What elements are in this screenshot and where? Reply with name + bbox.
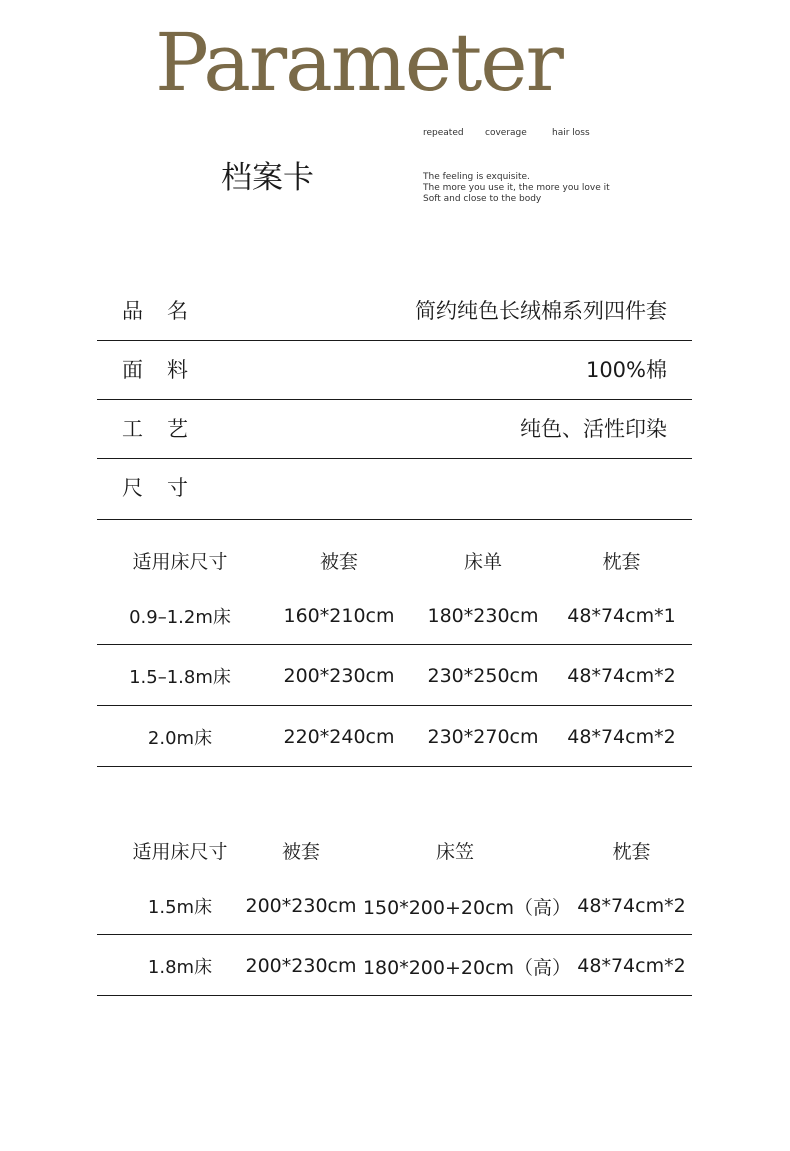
table-row <box>97 645 692 706</box>
table-cell: 1.5m床 <box>147 897 213 918</box>
info-row-name <box>97 282 692 341</box>
table-header-cell: 适用床尺寸 <box>132 550 228 573</box>
table-cell: 48*74cm*2 <box>577 955 686 977</box>
table-cell: 48*74cm*1 <box>567 605 676 627</box>
info-value: 100%棉 <box>585 358 667 382</box>
product-info-list <box>97 282 692 520</box>
table-row <box>97 706 692 767</box>
table-cell: 180*200+20cm（高） <box>362 956 572 979</box>
table-cell: 200*230cm <box>245 955 357 977</box>
info-row-fabric <box>97 341 692 400</box>
info-label: 面料 <box>122 358 212 382</box>
info-row-size <box>97 459 692 520</box>
table-cell: 230*270cm <box>427 726 539 748</box>
info-label: 尺寸 <box>122 476 212 500</box>
table-cell: 160*210cm <box>283 605 395 627</box>
tagline-line: The more you use it, the more you love it <box>423 183 610 193</box>
table-cell: 230*250cm <box>427 665 539 687</box>
table-cell: 220*240cm <box>283 726 395 748</box>
info-value: 纯色、活性印染 <box>520 417 667 441</box>
page-subtitle: 档案卡 <box>221 160 314 196</box>
tagline <box>423 172 610 205</box>
info-row-craft <box>97 400 692 459</box>
table-header-cell: 被套 <box>319 550 358 573</box>
table-header-cell: 枕套 <box>602 550 641 573</box>
tagline-line: The feeling is exquisite. <box>423 172 530 182</box>
info-label: 品名 <box>122 299 212 323</box>
table-cell: 1.5–1.8m床 <box>129 667 231 688</box>
table-cell: 2.0m床 <box>147 728 213 749</box>
table-cell: 200*230cm <box>283 665 395 687</box>
table-cell: 150*200+20cm（高） <box>362 896 572 919</box>
table-header-cell: 被套 <box>281 840 320 863</box>
table-cell: 200*230cm <box>245 895 357 917</box>
info-label: 工艺 <box>122 417 212 441</box>
table-cell: 48*74cm*2 <box>567 665 676 687</box>
info-value: 简约纯色长绒棉系列四件套 <box>415 299 667 323</box>
tagline-line: Soft and close to the body <box>423 194 542 204</box>
size-table-sheet <box>97 530 692 767</box>
page-title: Parameter <box>155 16 562 109</box>
table-cell: 1.8m床 <box>147 957 213 978</box>
tag: coverage <box>485 128 527 138</box>
table-header-cell: 床笠 <box>435 840 474 863</box>
tag: hair loss <box>552 128 590 138</box>
table-cell: 0.9–1.2m床 <box>129 607 231 628</box>
table-row <box>97 586 692 645</box>
table-cell: 48*74cm*2 <box>577 895 686 917</box>
table-row <box>97 876 692 935</box>
size-table-fitted <box>97 820 692 996</box>
table-header-cell: 枕套 <box>612 840 651 863</box>
table-cell: 48*74cm*2 <box>567 726 676 748</box>
table-header-cell: 床单 <box>463 550 502 573</box>
table-header-row <box>97 820 692 876</box>
table-row <box>97 935 692 996</box>
table-cell: 180*230cm <box>427 605 539 627</box>
table-header-row <box>97 530 692 586</box>
tag: repeated <box>423 128 464 138</box>
table-header-cell: 适用床尺寸 <box>132 840 228 863</box>
